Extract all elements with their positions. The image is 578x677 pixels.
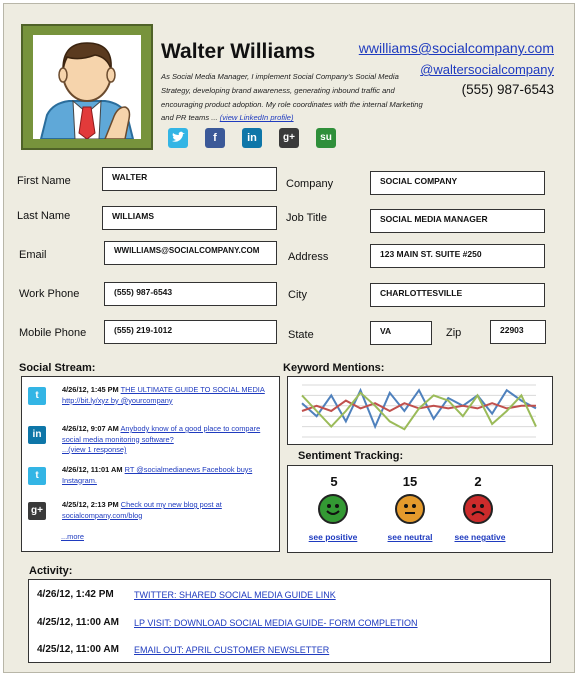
company-label: Company <box>286 178 334 190</box>
stream-time: 4/25/12, 2:13 PM <box>62 500 119 509</box>
profile-email-link[interactable]: wwilliams@socialcompany.com <box>358 40 554 56</box>
stumbleupon-icon[interactable]: su <box>316 128 336 148</box>
see-negative-link[interactable]: see negative <box>454 532 506 542</box>
profile-handle-link[interactable]: @waltersocialcompany <box>420 62 554 77</box>
activity-link[interactable]: EMAIL OUT: APRIL CUSTOMER NEWSLETTER <box>134 645 330 655</box>
profile-bio <box>161 70 426 125</box>
job-title-field[interactable]: SOCIAL MEDIA MANAGER <box>370 209 545 233</box>
google-plus-icon[interactable]: g+ <box>279 128 299 148</box>
linkedin-profile-link[interactable]: (view LinkedIn profile) <box>219 113 294 123</box>
email-label: Email <box>19 249 47 261</box>
stream-extra-link[interactable]: ...(view 1 response) <box>62 445 127 454</box>
last-name-field[interactable]: WILLIAMS <box>102 206 277 230</box>
activity-link[interactable]: TWITTER: SHARED SOCIAL MEDIA GUIDE LINK <box>134 590 336 600</box>
linkedin-icon[interactable]: in <box>28 426 46 444</box>
profile-name: Walter Williams <box>161 40 316 63</box>
first-name-label: First Name <box>17 175 71 187</box>
google-plus-icon[interactable]: g+ <box>28 502 46 520</box>
stream-time: 4/26/12, 1:45 PM <box>62 385 119 394</box>
address-field[interactable]: 123 MAIN ST. SUITE #250 <box>370 244 545 268</box>
state-label: State <box>288 329 314 341</box>
social-stream-panel <box>21 376 280 552</box>
stream-text <box>62 385 272 406</box>
avatar <box>21 24 153 150</box>
twitter-icon[interactable] <box>168 128 188 148</box>
stream-link[interactable]: THE ULTIMATE GUIDE TO SOCIAL MEDIA http://bit.ly/xyz by @yourcompany <box>62 385 265 405</box>
activity-title: Activity: <box>29 565 73 577</box>
neutral-face-icon <box>395 494 425 524</box>
more-link[interactable]: ...more <box>61 532 84 541</box>
stream-text <box>62 465 272 486</box>
activity-date: 4/26/12, 1:42 PM <box>37 589 114 600</box>
company-field[interactable]: SOCIAL COMPANY <box>370 171 545 195</box>
stream-link[interactable]: Check out my new blog post at socialcompany.com/blog <box>62 500 222 520</box>
stream-text <box>62 500 272 521</box>
keyword-mentions-chart <box>288 377 552 444</box>
address-label: Address <box>288 251 329 263</box>
bio-text: As Social Media Manager, I implement Social Company's Social Media Strategy, developing brand awareness, generating inbound traffic and encouraging product adoption. My role coordinates with the internal Marketing and PR teams ... <box>161 72 423 123</box>
facebook-icon[interactable]: f <box>205 128 225 148</box>
first-name-field[interactable]: WALTER <box>102 167 277 191</box>
job-title-label: Job Title <box>286 212 327 224</box>
sad-face-icon <box>463 494 493 524</box>
keyword-mentions-title: Keyword Mentions: <box>283 362 385 374</box>
mobile-phone-label: Mobile Phone <box>19 327 87 339</box>
user-avatar-icon <box>33 35 141 139</box>
city-field[interactable]: CHARLOTTESVILLE <box>370 283 545 307</box>
stream-link[interactable]: Anybody know of a good place to compare social media monitoring software? <box>62 424 261 444</box>
activity-date: 4/25/12, 11:00 AM <box>37 617 119 628</box>
zip-field[interactable]: 22903 <box>490 320 546 344</box>
profile-card <box>3 3 575 673</box>
stream-time: 4/26/12, 9:07 AM <box>62 424 119 433</box>
stream-text <box>62 424 272 456</box>
twitter-icon[interactable]: t <box>28 387 46 405</box>
state-field[interactable]: VA <box>370 321 432 345</box>
email-field[interactable]: WWILLIAMS@SOCIALCOMPANY.COM <box>104 241 277 265</box>
last-name-label: Last Name <box>17 210 71 222</box>
sentiment-tracking-title: Sentiment Tracking: <box>298 450 404 462</box>
happy-face-icon <box>318 494 348 524</box>
keyword-mentions-panel <box>287 376 553 445</box>
see-neutral-link[interactable]: see neutral <box>387 532 433 542</box>
twitter-icon[interactable]: t <box>28 467 46 485</box>
work-phone-label: Work Phone <box>19 288 80 300</box>
activity-link[interactable]: LP VISIT: DOWNLOAD SOCIAL MEDIA GUIDE- FORM COMPLETION <box>134 618 418 628</box>
work-phone-field[interactable]: (555) 987-6543 <box>104 282 277 306</box>
neutral-count: 15 <box>402 474 418 489</box>
activity-panel <box>28 579 551 663</box>
profile-phone: (555) 987-6543 <box>461 82 554 97</box>
positive-count: 5 <box>330 474 338 489</box>
stream-time: 4/26/12, 11:01 AM <box>62 465 123 474</box>
see-positive-link[interactable]: see positive <box>308 532 358 542</box>
zip-label: Zip <box>446 327 462 339</box>
stream-link[interactable]: RT @socialmedianews Facebook buys Instagram. <box>62 465 253 485</box>
sentiment-panel <box>287 465 553 553</box>
social-stream-title: Social Stream: <box>19 362 96 374</box>
mobile-phone-field[interactable]: (555) 219-1012 <box>104 320 277 344</box>
linkedin-icon[interactable]: in <box>242 128 262 148</box>
activity-date: 4/25/12, 11:00 AM <box>37 644 119 655</box>
negative-count: 2 <box>474 474 482 489</box>
city-label: City <box>288 289 307 301</box>
